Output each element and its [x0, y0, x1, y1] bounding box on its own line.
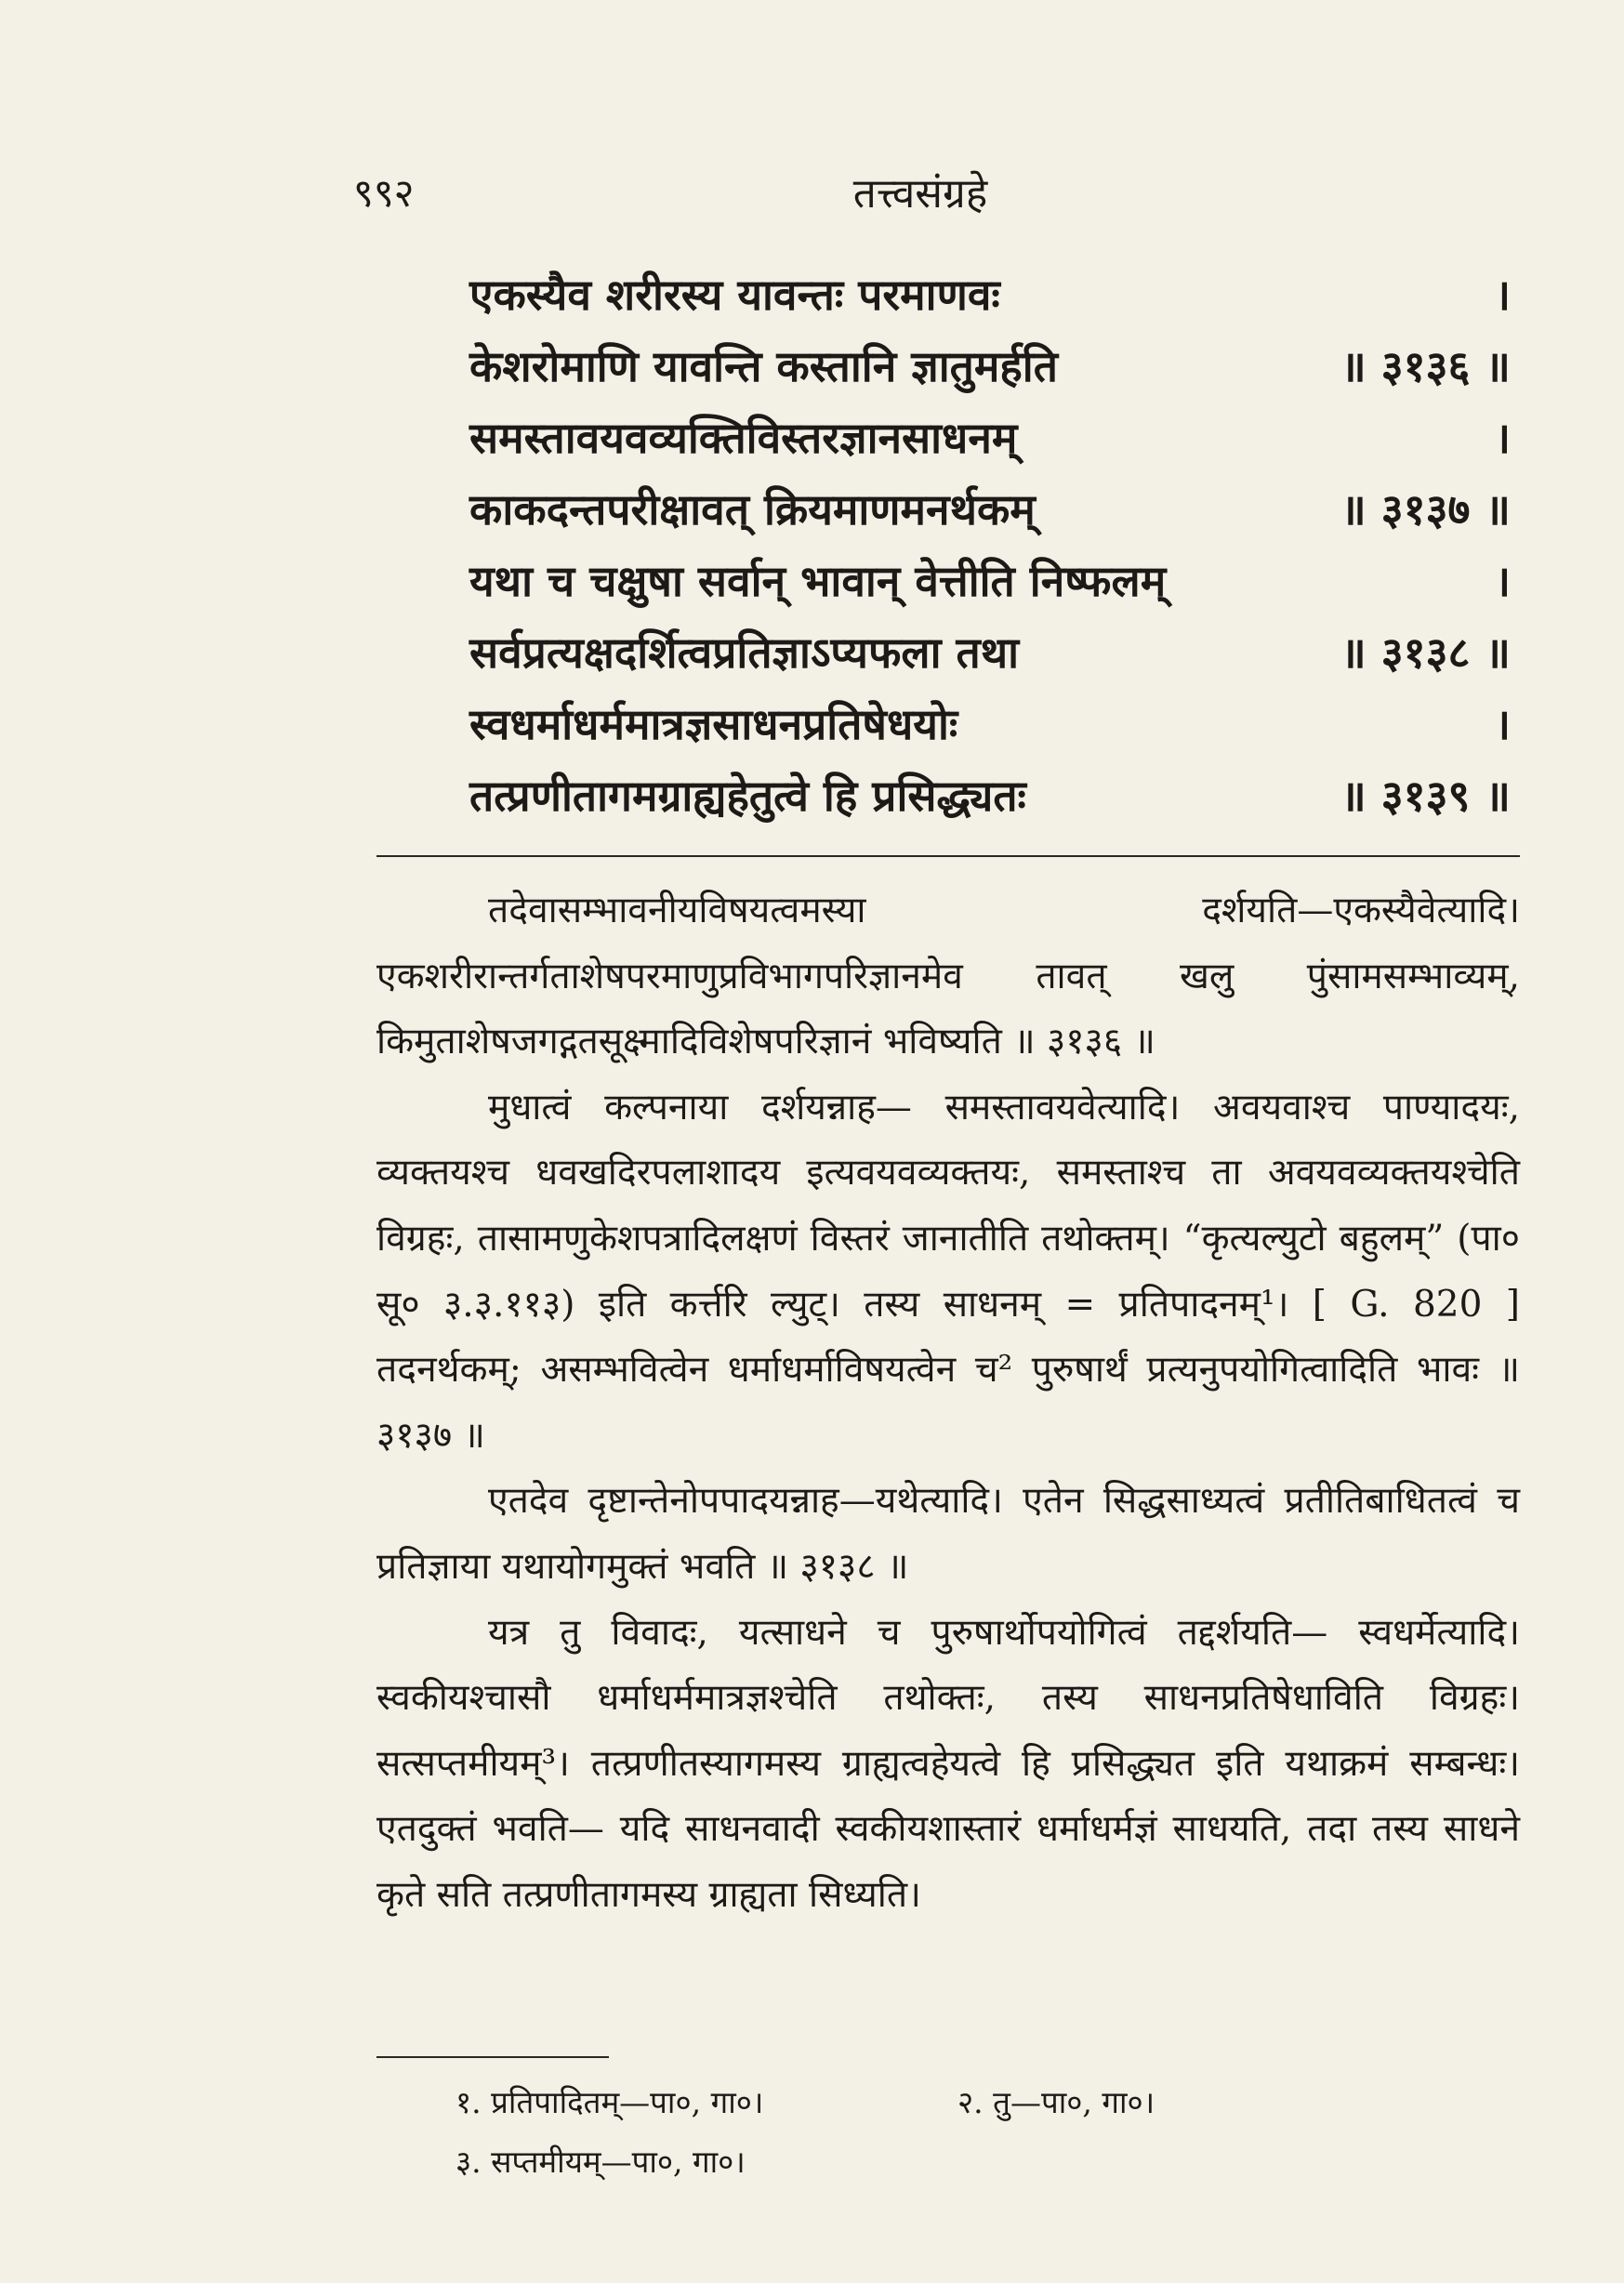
verse-line: [469, 694, 1511, 766]
verse-block: [469, 265, 1511, 838]
verse-line: [469, 766, 1511, 838]
page-header: [335, 158, 1506, 223]
commentary-paragraph: मुधात्वं कल्पनाया दर्शयन्नाह— समस्तावयवेत्यादि। अवयवाश्च पाण्यादयः, व्यक्तयश्च धवखदिरपलाशादय इत्यवयवव्यक्तयः, समस्ताश्च ता अवयवव्यक्तयश्चेति विग्रहः, तासामणुकेशपत्रादिलक्षणं विस्तरं जानातीति तथोक्तम्। “कृत्यल्युटो बहुलम्” (पा० सू० ३.३.११३) इति कर्त्तरि ल्युट्। तस्य साधनम् = प्रतिपादनम्¹। [ G. 820 ] तदनर्थकम्; असम्भवित्वेन धर्माधर्माविषयत्वेन च² पुरुषार्थं प्रत्यनुपयोगित्वादिति भावः ॥ ३१३७ ॥: [376, 1086, 1520, 1457]
verse-end-marker: ।: [1494, 270, 1511, 320]
verse-text: सर्वप्रत्यक्षदर्शित्वप्रतिज्ञाऽप्यफला तथा: [469, 627, 1020, 678]
commentary-paragraph: एतदेव दृष्टान्तेनोपपादयन्नाह—यथेत्यादि। एतेन सिद्धसाध्यत्वं प्रतीतिबाधितत्वं च प्रतिज्ञाया यथायोगमुक्तं भवति ॥ ३१३८ ॥: [376, 1480, 1520, 1588]
verse-text: समस्तावयवव्यक्तिविस्तरज्ञानसाधनम्: [469, 413, 1018, 463]
verse-text: केशरोमाणि यावन्ति कस्तानि ज्ञातुमर्हति: [469, 341, 1058, 391]
verse-end-marker: ।: [1494, 699, 1511, 749]
verse-text: एकस्यैव शरीरस्य यावन्तः परमाणवः: [469, 270, 1000, 320]
page-number: ९९२: [353, 170, 415, 216]
commentary-block: [376, 878, 1520, 1929]
verse-end-marker: ।: [1494, 413, 1511, 463]
verse-line: [469, 623, 1511, 694]
verse-end-marker: ।: [1494, 556, 1511, 606]
verse-number: ॥ ३१३६ ॥: [1340, 341, 1511, 391]
verse-line: [469, 337, 1511, 408]
verse-line: [469, 551, 1511, 623]
verse-text: स्वधर्माधर्ममात्रज्ञसाधनप्रतिषेधयोः: [469, 699, 958, 749]
verse-line: [469, 480, 1511, 551]
footnote-divider: [376, 2056, 609, 2058]
commentary-paragraph: यत्र तु विवादः, यत्साधने च पुरुषार्थोपयोगित्वं तद्दर्शयति— स्वधर्मेत्यादि। स्वकीयश्चासौ धर्माधर्ममात्रज्ञश्चेति तथोक्तः, तस्य साधनप्रतिषेधाविति विग्रहः। सत्सप्तमीयम्³। तत्प्रणीतस्यागमस्य ग्राह्यत्वहेयत्वे हि प्रसिद्ध्यत इति यथाक्रमं सम्बन्धः। एतदुक्तं भवति— यदि साधनवादी स्वकीयशास्तारं धर्माधर्मज्ञं साधयति, तदा तस्य साधने कृते सति तत्प्रणीतागमस्य ग्राह्यता सिध्यति।: [376, 1611, 1520, 1916]
verse-number: ॥ ३१३७ ॥: [1340, 484, 1511, 534]
footnote-row: [456, 2132, 1478, 2192]
verse-text: काकदन्तपरीक्षावत् क्रियमाणमनर्थकम्: [469, 484, 1036, 534]
section-divider: [376, 855, 1520, 857]
footnote: २. तु—पा०, गा०।: [957, 2084, 1155, 2120]
commentary-paragraph: तदेवासम्भावनीयविषयत्वमस्या दर्शयति—एकस्यैवेत्यादि। एकशरीरान्तर्गताशेषपरमाणुप्रविभागपरिज्ञानमेव तावत् खलु पुंसामसम्भाव्यम्, किमुताशेषजगद्गतसूक्ष्मादिविशेषपरिज्ञानं भविष्यति ॥ ३१३६ ॥: [376, 890, 1520, 1063]
footnote: ३. सप्तमीयम्—पा०, गा०।: [456, 2144, 746, 2180]
verse-number: ॥ ३१३८ ॥: [1340, 627, 1511, 678]
verse-line: [469, 408, 1511, 480]
verse-text: तत्प्रणीतागमग्राह्यहेतुत्वे हि प्रसिद्ध्यतः: [469, 771, 1026, 821]
running-title: तत्त्वसंग्रहे: [852, 170, 988, 218]
footnote-row: [456, 2073, 1478, 2132]
verse-number: ॥ ३१३९ ॥: [1340, 771, 1511, 821]
verse-text: यथा च चक्षुषा सर्वान् भावान् वेत्तीति निष्फलम्: [469, 556, 1167, 606]
footnote: १. प्रतिपादितम्—पा०, गा०।: [456, 2084, 764, 2120]
verse-line: [469, 265, 1511, 337]
footnotes: [456, 2073, 1478, 2192]
